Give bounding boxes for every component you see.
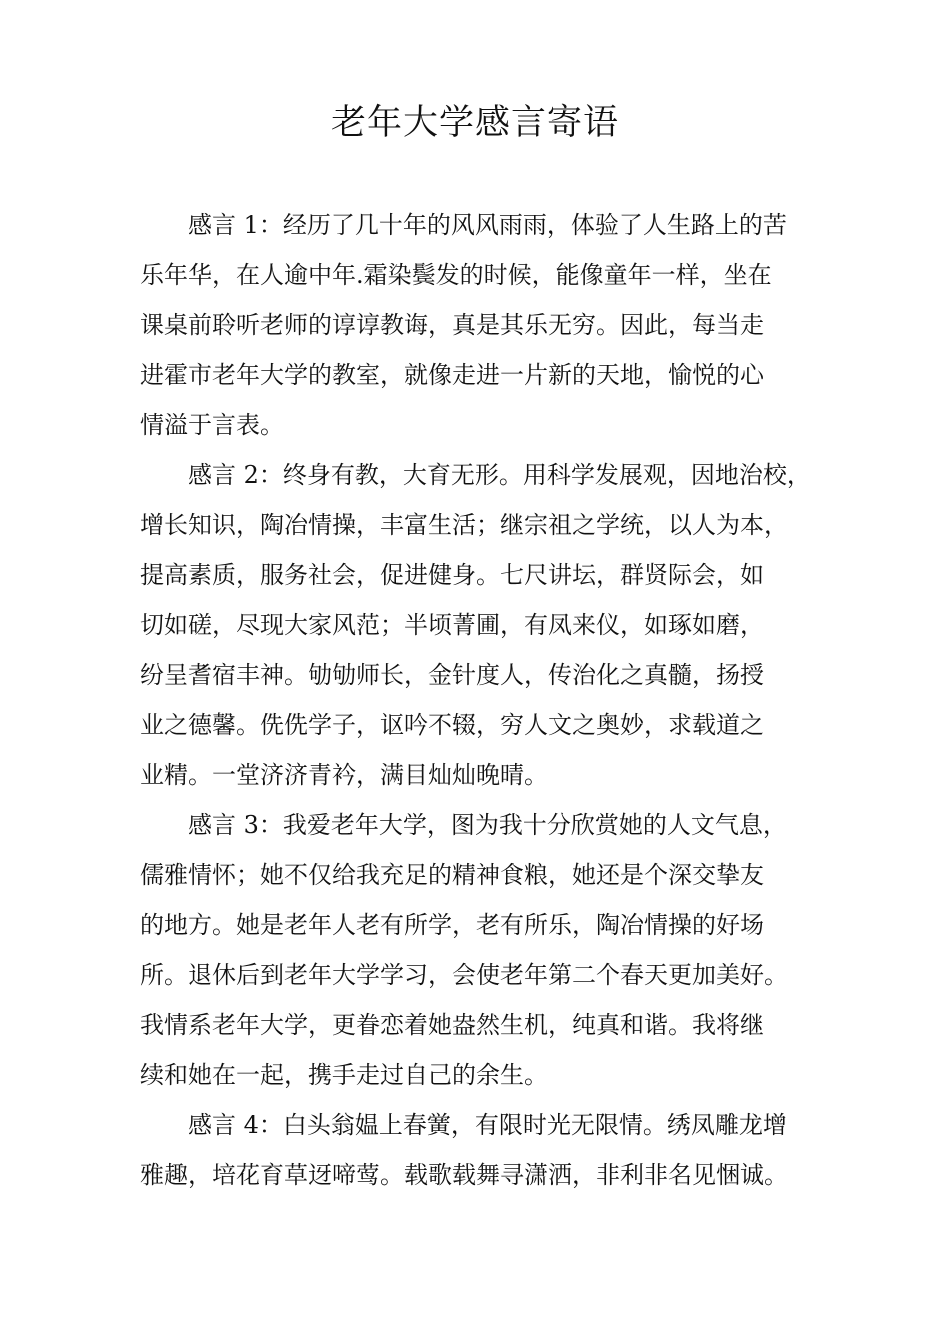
text-line: 切如磋，尽现大家风范；半顷菁圃，有凤来仪，如琢如磨， (140, 611, 764, 639)
text-line: 感言 4：白头翁媪上春黉，有限时光无限情。绣凤雕龙增 (140, 1111, 787, 1139)
text-line: 儒雅情怀；她不仅给我充足的精神食粮，她还是个深交挚友 (140, 861, 764, 889)
text-line: 业精。一堂济济青衿，满目灿灿晚晴。 (140, 761, 548, 789)
text-line: 感言 2：终身有教，大育无形。用科学发展观，因地治校， (140, 461, 811, 489)
text-line: 我情系老年大学，更眷恋着她盎然生机，纯真和谐。我将继 (140, 1011, 764, 1039)
text-line: 乐年华，在人逾中年.霜染鬓发的时候，能像童年一样，坐在 (140, 261, 772, 289)
text-line: 进霍市老年大学的教室，就像走进一片新的天地，愉悦的心 (140, 361, 764, 389)
text-line: 课桌前聆听老师的谆谆教诲，真是其乐无穷。因此，每当走 (140, 311, 764, 339)
text-line: 感言 3：我爱老年大学，图为我十分欣赏她的人文气息， (140, 811, 787, 839)
text-line: 业之德馨。侁侁学子，讴吟不辍，穷人文之奥妙，求载道之 (140, 711, 764, 739)
text-line: 提高素质，服务社会，促进健身。七尺讲坛，群贤际会，如 (140, 561, 764, 589)
text-line: 纷呈耆宿丰神。劬劬师长，金针度人，传治化之真髓，扬授 (140, 661, 764, 689)
page-title: 老年大学感言寄语 (330, 103, 619, 143)
text-line: 感言 1：经历了几十年的风风雨雨，体验了人生路上的苦 (140, 211, 787, 239)
text-line: 增长知识，陶冶情操，丰富生活；继宗祖之学统，以人为本， (140, 511, 788, 539)
text-line: 续和她在一起，携手走过自己的余生。 (140, 1061, 548, 1089)
text-line: 的地方。她是老年人老有所学，老有所乐，陶冶情操的好场 (140, 911, 764, 939)
text-line: 情溢于言表。 (140, 411, 284, 439)
text-line: 所。退休后到老年大学学习，会使老年第二个春天更加美好。 (140, 961, 788, 989)
text-line: 雅趣，培花育草迓啼莺。载歌载舞寻潇洒，非利非名见悃诚。 (140, 1161, 788, 1189)
